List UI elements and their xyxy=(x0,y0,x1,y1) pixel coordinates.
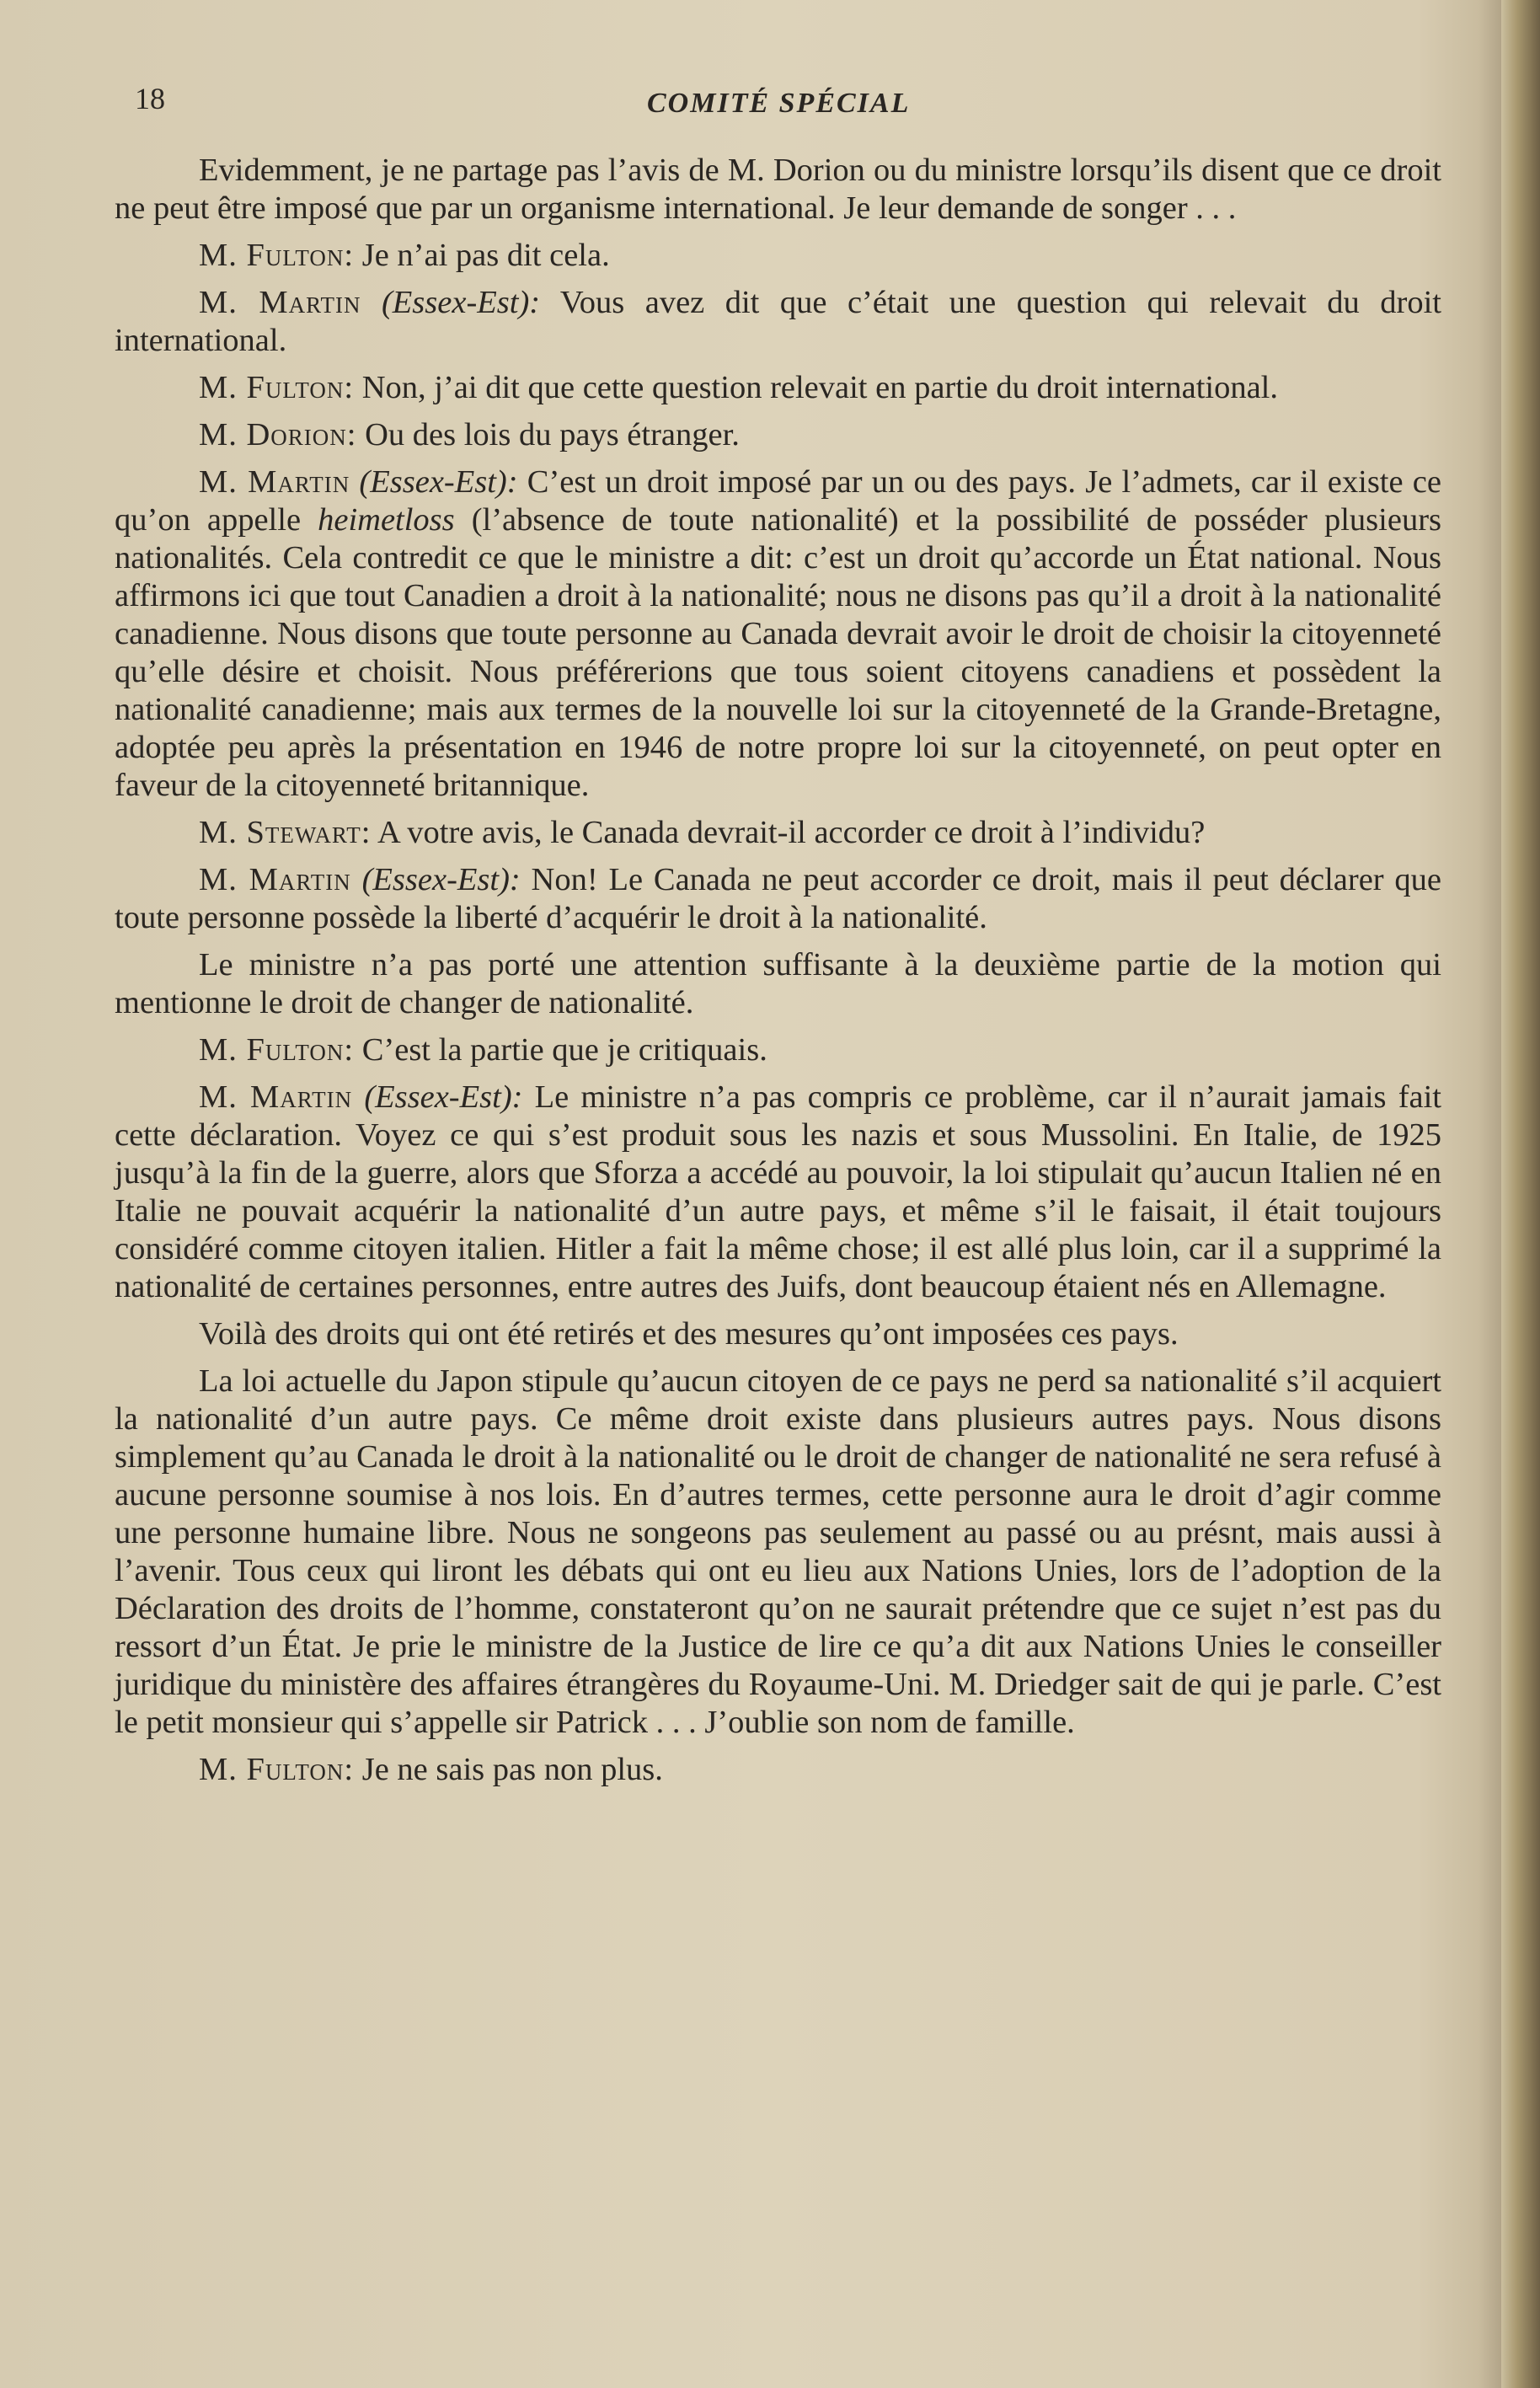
paragraph: M. Stewart: A votre avis, le Canada devrait-il accorder ce droit à l’individu? xyxy=(199,815,1206,850)
paragraph: M. Fulton: Je n’ai pas dit cela. xyxy=(199,238,610,273)
speaker-riding: (Essex-Est): xyxy=(361,862,521,897)
speaker-name: M. Martin xyxy=(199,464,350,500)
speaker-name: M. Fulton: xyxy=(199,238,355,273)
speaker-riding: (Essex-Est): xyxy=(364,1079,523,1115)
page-number: 18 xyxy=(135,82,165,115)
running-head: COMITÉ SPÉCIAL xyxy=(647,88,911,119)
speaker-riding: (Essex-Est): xyxy=(359,464,518,500)
paragraph: Evidemment, je ne partage pas l’avis de M. Dorion ou du ministre lorsqu’ils disent que ce droit ne peut être imposé que par un organisme international. Je leur demande de songer . . . xyxy=(115,153,1441,226)
paragraph: Le ministre n’a pas porté une attention suffisante à la deuxième partie de la motion qui mentionne le droit de changer de nationalité. xyxy=(115,947,1441,1020)
body-text xyxy=(115,152,1441,1798)
paragraph: M. Martin (Essex-Est): Le ministre n’a pas compris ce problème, car il n’aurait jamais fait cette déclaration. Voyez ce qui s’est produit sous les nazis et sous Mussolini. En Italie, de 1925 jusqu’à la fin de la guerre, alors que Sforza a accédé au pouvoir, la loi stipulait qu’aucun Italien né en Italie ne pouvait acquérir la nationalité d’un autre pays, et même s’il le faisait, il était toujours considéré comme citoyen italien. Hitler a fait la même chose; il est allé plus loin, car il a supprimé la nationalité de certaines personnes, entre autres des Juifs, dont beaucoup étaient nés en Allemagne. xyxy=(115,1079,1442,1304)
paragraph: M. Martin (Essex-Est): Vous avez dit que c’était une question qui relevait du droit international. xyxy=(115,285,1442,358)
speaker-name: M. Fulton: xyxy=(199,1032,355,1068)
speaker-name: M. Dorion: xyxy=(199,417,357,452)
paragraph: Voilà des droits qui ont été retirés et des mesures qu’ont imposées ces pays. xyxy=(199,1316,1179,1352)
speaker-name: M. Martin xyxy=(199,1079,353,1115)
page-header xyxy=(135,81,1449,131)
paragraph: La loi actuelle du Japon stipule qu’aucun citoyen de ce pays ne perd sa nationalité s’il acquiert la nationalité d’un autre pays. Ce même droit existe dans plusieurs autres pays. Nous disons simplement qu’au Canada le droit à la nationalité ou le droit de changer de nationalité ne sera refusé à aucune personne soumise à nos lois. En d’autres termes, cette personne aura le droit d’agir comme une personne humaine libre. Nous ne songeons pas seulement au passé ou au présnt, mais aussi à l’avenir. Tous ceux qui liront les débats qui ont eu lieu aux Nations Unies, lors de l’adoption de la Déclaration des droits de l’homme, constateront qu’on ne saurait prétendre que ce sujet n’est pas du ressort d’un État. Je prie le ministre de la Justice de lire ce qu’a dit aux Nations Unies le conseiller juridique du ministère des affaires étrangères du Royaume-Uni. M. Driedger sait de qui je parle. C’est le petit monsieur qui s’appelle sir Patrick . . . J’oublie son nom de famille. xyxy=(115,1363,1441,1740)
speaker-name: M. Fulton: xyxy=(199,370,355,405)
speaker-name: M. Stewart: xyxy=(199,815,372,850)
italic-term: heimetloss xyxy=(318,502,455,538)
speaker-name: M. Martin xyxy=(199,285,361,320)
paragraph: M. Fulton: Je ne sais pas non plus. xyxy=(199,1752,663,1787)
paragraph: M. Martin (Essex-Est): Non! Le Canada ne peut accorder ce droit, mais il peut déclarer que toute personne possède la liberté d’acquérir le droit à la nationalité. xyxy=(115,862,1441,935)
speaker-name: M. Fulton: xyxy=(199,1752,355,1787)
paragraph: M. Dorion: Ou des lois du pays étranger. xyxy=(199,417,740,452)
paragraph: M. Martin (Essex-Est): C’est un droit imposé par un ou des pays. Je l’admets, car il existe ce qu’on appelle heimetloss (l’absence de toute nationalité) et la possibilité de posséder plusieurs nationalités. Cela contredit ce que le ministre a dit: c’est un droit qu’accorde un État national. Nous affirmons ici que tout Canadien a droit à la nationalité; nous ne disons pas qu’il a droit à la nationalité canadienne. Nous disons que toute personne au Canada devrait avoir le droit de choisir la citoyenneté qu’elle désire et choisit. Nous préférerions que tous soient citoyens canadiens et possèdent la nationalité canadienne; mais aux termes de la nouvelle loi sur la citoyenneté de la Grande-Bretagne, adoptée peu après la présentation en 1946 de notre propre loi sur la citoyenneté, on peut opter en faveur de la citoyenneté britannique. xyxy=(115,464,1442,803)
paragraph: M. Fulton: C’est la partie que je critiquais. xyxy=(199,1032,767,1068)
page-binding-edge xyxy=(1501,0,1540,2388)
paragraph: M. Fulton: Non, j’ai dit que cette question relevait en partie du droit international. xyxy=(199,370,1279,405)
speaker-name: M. Martin xyxy=(199,862,351,897)
speaker-riding: (Essex-Est): xyxy=(381,285,541,320)
